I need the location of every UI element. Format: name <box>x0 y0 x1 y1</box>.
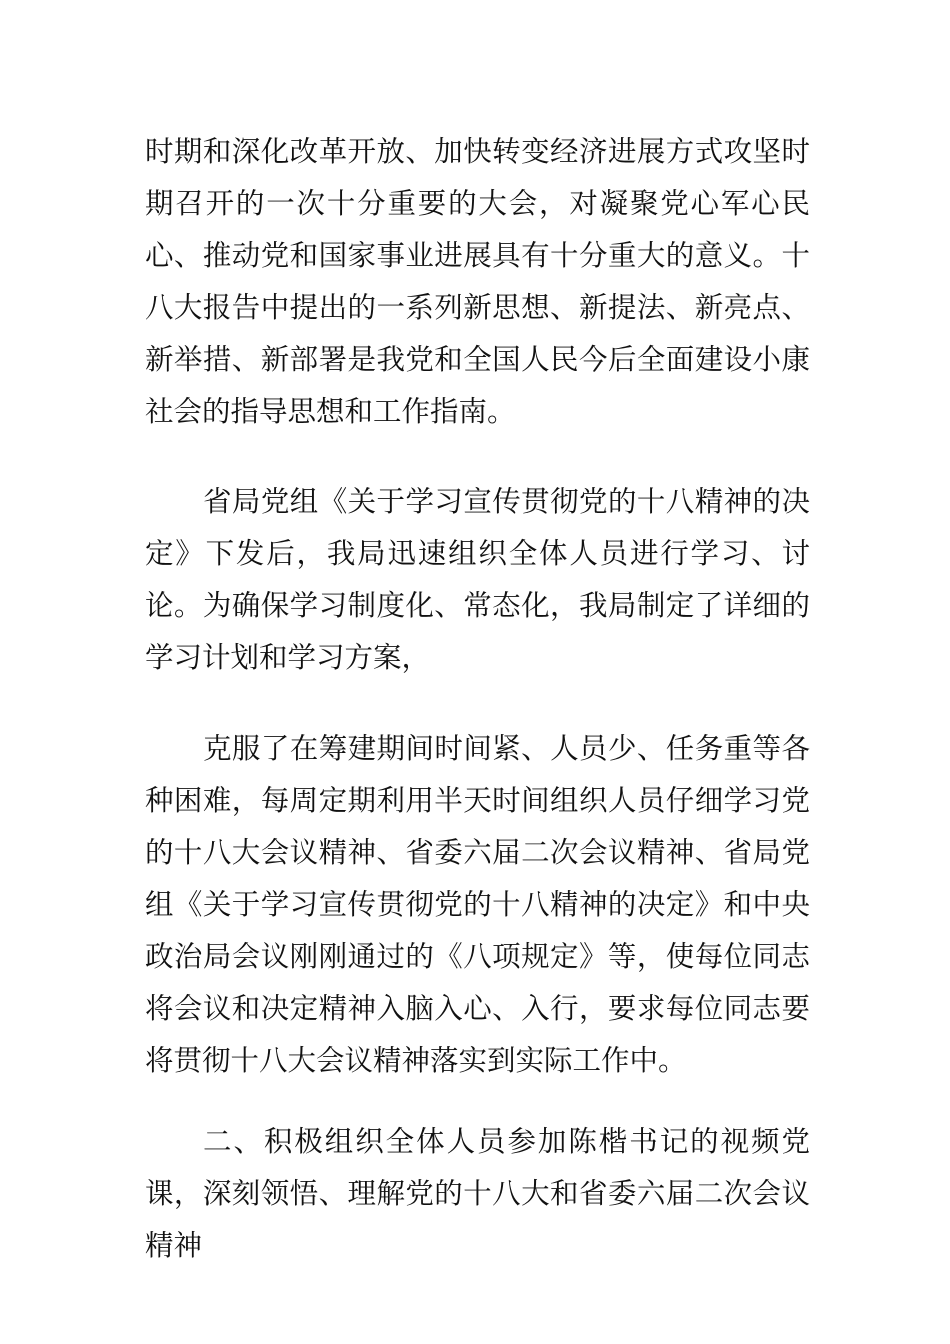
paragraph-study-decision: 省局党组《关于学习宣传贯彻党的十八精神的决定》下发后，我局迅速组织全体人员进行学习、讨论。为确保学习制度化、常态化，我局制定了详细的学习计划和学习方案， <box>145 485 810 674</box>
section-heading-two: 二、积极组织全体人员参加陈楷书记的视频党课，深刻领悟、理解党的十八大和省委六届二次会议精神 <box>145 1125 810 1262</box>
paragraph-continuation: 时期和深化改革开放、加快转变经济进展方式攻坚时期召开的一次十分重要的大会，对凝聚党心军心民心、推动党和国家事业进展具有十分重大的意义。十八大报告中提出的一系列新思想、新提法、新亮点、新举措、新部署是我党和全国人民今后全面建设小康社会的指导思想和工作指南。 <box>145 135 810 428</box>
paragraph-overcome-difficulties: 克服了在筹建期间时间紧、人员少、任务重等各种困难，每周定期利用半天时间组织人员仔细学习党的十八大会议精神、省委六届二次会议精神、省局党组《关于学习宣传贯彻党的十八精神的决定》和中央政治局会议刚刚通过的《八项规定》等，使每位同志将会议和决定精神入脑入心、入行，要求每位同志要将贯彻十八大会议精神落实到实际工作中。 <box>145 732 810 1077</box>
